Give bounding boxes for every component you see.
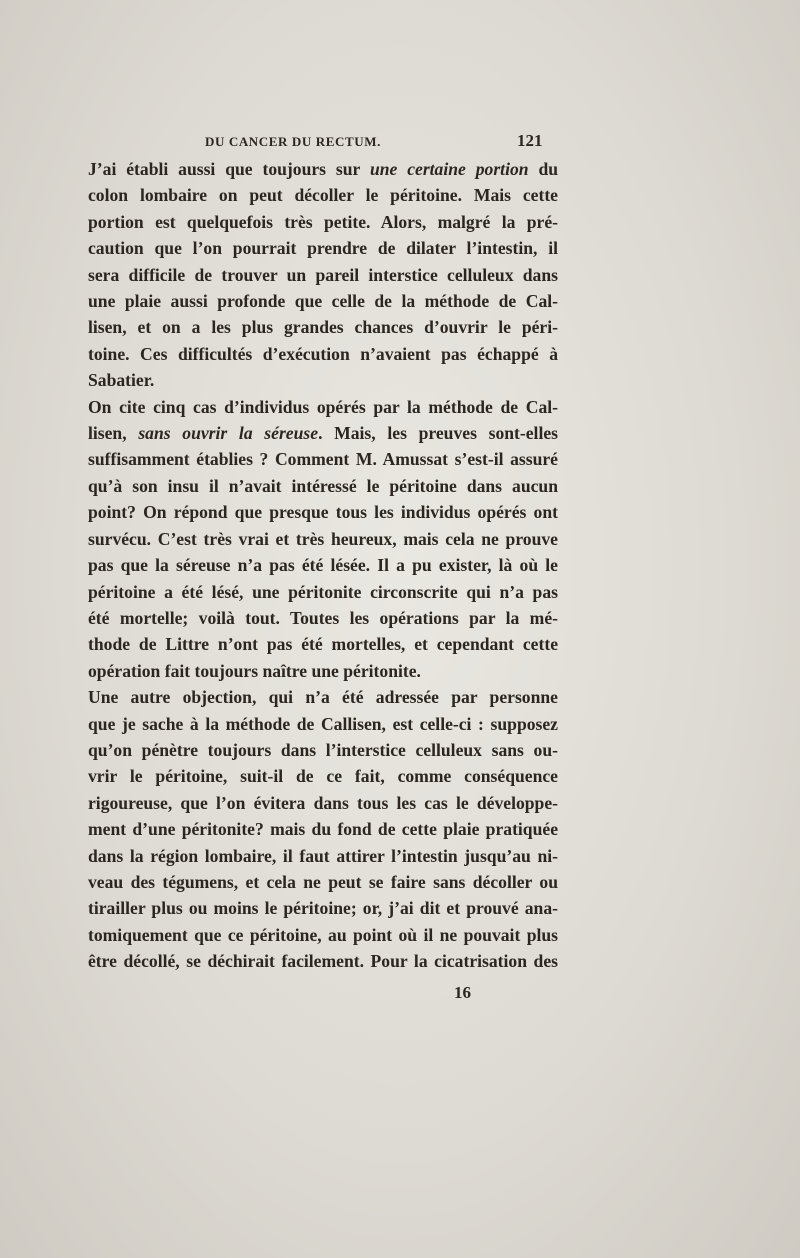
- text-line: portion est quelquefois très petite. Alors, malgré la pré-: [88, 211, 558, 232]
- text-line: Une autre objection, qui n’a été adressée par personne: [88, 687, 558, 708]
- text-line: On cite cinq cas d’individus opérés par la méthode de Cal-: [88, 396, 558, 417]
- text-line: caution que l’on pourrait prendre de dilater l’intestin, il: [88, 238, 558, 259]
- text-line: été mortelle; voilà tout. Toutes les opérations par la mé-: [88, 607, 558, 628]
- signature-mark: 16: [454, 983, 471, 1002]
- text-line: que je sache à la méthode de Callisen, est celle-ci : supposez: [88, 713, 558, 734]
- text-line: pas que la séreuse n’a pas été lésée. Il a pu exister, là où le: [88, 555, 558, 576]
- page-number: 121: [517, 131, 543, 150]
- text-line: tirailler plus ou moins le péritoine; or, j’ai dit et prouvé ana-: [88, 898, 558, 919]
- text-line: colon lombaire on peut décoller le péritoine. Mais cette: [88, 185, 558, 206]
- text-line: péritoine a été lésé, une péritonite circonscrite qui n’a pas: [88, 581, 558, 602]
- text-line: tomiquement que ce péritoine, au point où il ne pouvait plus: [88, 924, 558, 945]
- text-line: point? On répond que presque tous les individus opérés ont: [88, 502, 558, 523]
- text-line: toine. Ces difficultés d’exécution n’avaient pas échappé à: [88, 343, 558, 364]
- running-title: DU CANCER DU RECTUM.: [205, 134, 381, 149]
- body-text: [88, 156, 558, 975]
- text-line: vrir le péritoine, suit-il de ce fait, comme conséquence: [88, 766, 558, 787]
- text-line: suffisamment établies ? Comment M. Amussat s’est-il assuré: [88, 449, 558, 470]
- text-line: lisen, et on a les plus grandes chances d’ouvrir le péri-: [88, 317, 558, 338]
- text-line: Sabatier.: [88, 370, 155, 391]
- text-line: qu’à son insu il n’avait intéressé le péritoine dans aucun: [88, 475, 558, 496]
- text-line: opération fait toujours naître une péritonite.: [88, 660, 421, 681]
- text-line: thode de Littre n’ont pas été mortelles, et cependant cette: [88, 634, 558, 655]
- text-line: sera difficile de trouver un pareil interstice celluleux dans: [88, 264, 558, 285]
- text-line: être décollé, se déchirait facilement. Pour la cicatrisation des: [88, 951, 558, 972]
- text-line: dans la région lombaire, il faut attirer l’intestin jusqu’au ni-: [88, 845, 558, 866]
- text-line: veau des tégumens, et cela ne peut se faire sans décoller ou: [88, 871, 558, 892]
- text-line: une plaie aussi profonde que celle de la méthode de Cal-: [88, 291, 558, 312]
- text-line: rigoureuse, que l’on évitera dans tous les cas le développe-: [88, 792, 558, 813]
- text-line: ment d’une péritonite? mais du fond de cette plaie pratiquée: [88, 819, 558, 840]
- text-line: J’ai établi aussi que toujours sur une certaine portion du: [88, 159, 559, 179]
- text-line: qu’on pénètre toujours dans l’interstice celluleux sans ou-: [88, 739, 558, 760]
- text-line: survécu. C’est très vrai et très heureux, mais cela ne prouve: [88, 528, 558, 549]
- text-line: lisen, sans ouvrir la séreuse. Mais, les preuves sont-elles: [88, 423, 558, 444]
